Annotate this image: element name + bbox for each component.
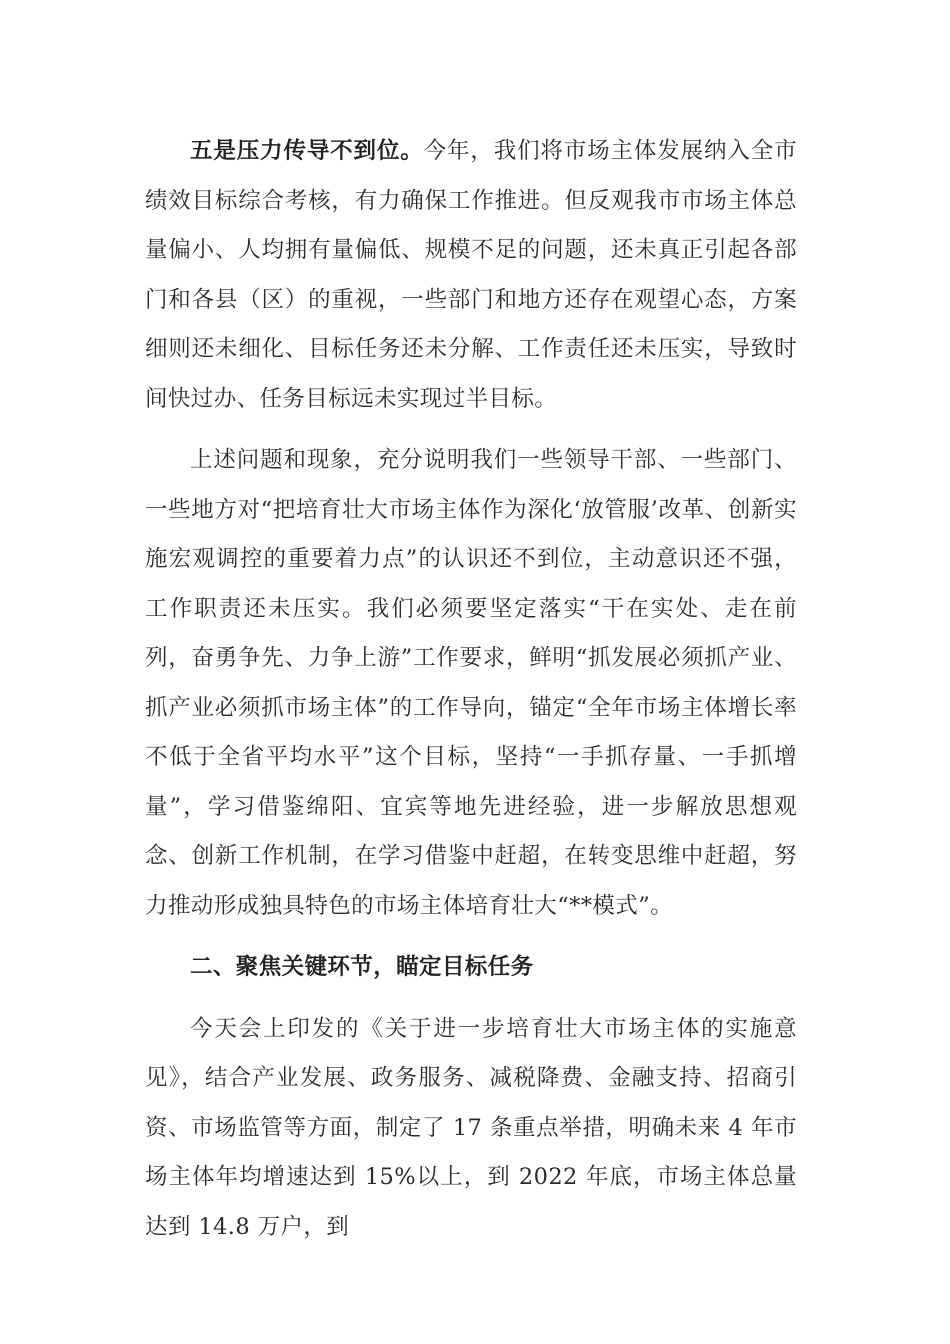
- paragraph-pressure-transmission: [145, 127, 797, 424]
- section-heading: 二、聚焦关键环节，瞄定目标任务: [190, 954, 534, 980]
- paragraph-lead-heading: 五是压力传导不到位。: [190, 138, 424, 164]
- paragraph-problems-summary: 上述问题和现象，充分说明我们一些领导干部、一些部门、一些地方对“把培育壮大市场主体作为深化‘放管服’改革、创新实施宏观调控的重要着力点”的认识还不到位，主动意识还不强，工作职责还未压实。我们必须要坚定落实“干在实处、走在前列，奋勇争先、力争上游”工作要求，鲜明“抓发展必须抓产业、抓产业必须抓市场主体”的工作导向，锚定“全年市场主体增长率不低于全省平均水平”这个目标，坚持“一手抓存量、一手抓增量”，学习借鉴绵阳、宜宾等地先进经验，进一步解放思想观念、创新工作机制，在学习借鉴中赶超，在转变思维中赶超，努力推动形成独具特色的市场主体培育壮大“**模式”。: [145, 447, 797, 919]
- document-body: [145, 127, 797, 1252]
- paragraph-implementation-opinion: 今天会上印发的《关于进一步培育壮大市场主体的实施意见》，结合产业发展、政务服务、减税降费、金融支持、招商引资、市场监管等方面，制定了 17 条重点举措，明确未来 4 年市场主体年均增速达到 15%以上，到 2022 年底，市场主体总量达到 14.8 万户，到: [145, 1015, 797, 1240]
- paragraph-body-text: 今年，我们将市场主体发展纳入全市绩效目标综合考核，有力确保工作推进。但反观我市市场主体总量偏小、人均拥有量偏低、规模不足的问题，还未真正引起各部门和各县（区）的重视，一些部门和地方还存在观望心态，方案细则还未细化、目标任务还未分解、工作责任还未压实，导致时间快过办、任务目标远未实现过半目标。: [145, 138, 797, 412]
